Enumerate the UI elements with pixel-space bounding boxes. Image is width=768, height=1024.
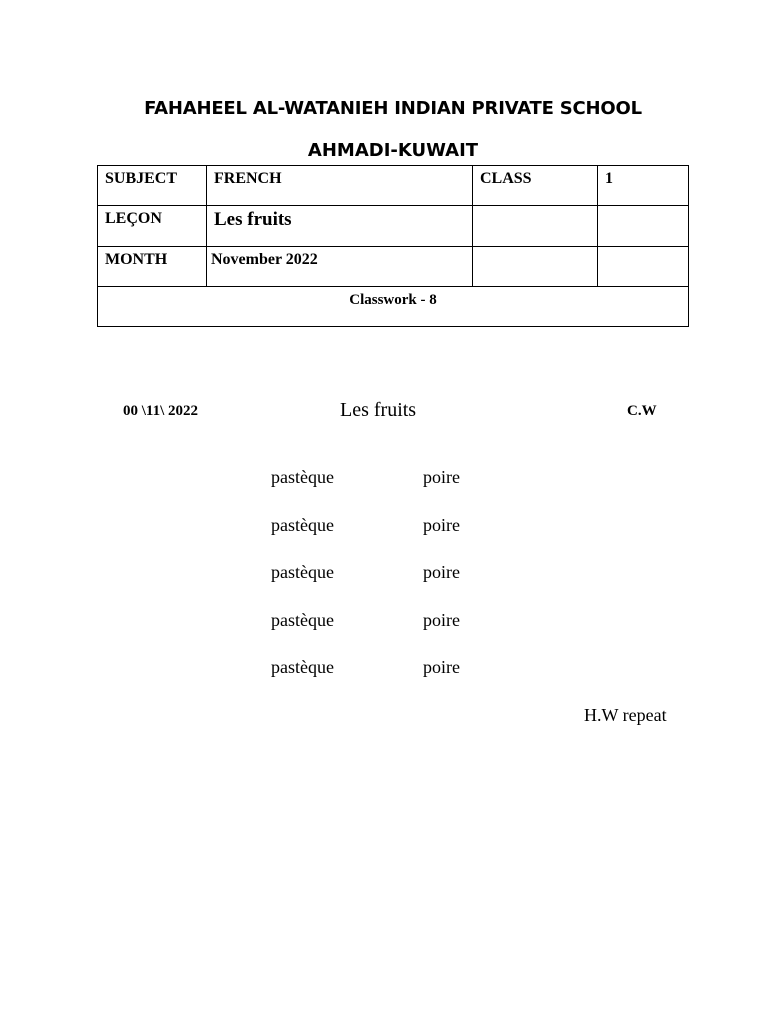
info-table [97, 165, 689, 327]
word-left: pastèque [271, 610, 334, 630]
word-left: pastèque [271, 562, 334, 582]
word-left: pastèque [271, 515, 334, 535]
lesson-value: Les fruits [207, 206, 473, 247]
word-right: poire [423, 562, 460, 582]
classwork-title: Classwork - 8 [98, 287, 689, 327]
lesson-heading: Les fruits [340, 399, 417, 421]
class-label: CLASS [473, 166, 598, 206]
date: 00 \11\ 2022 [123, 403, 199, 419]
word-right: poire [423, 515, 460, 535]
month-label: MONTH [98, 247, 207, 287]
word-left: pastèque [271, 657, 334, 677]
word-right: poire [423, 610, 460, 630]
school-location: AHMADI-KUWAIT [307, 140, 479, 161]
empty-cell [598, 247, 689, 287]
word-left: pastèque [271, 467, 334, 487]
empty-cell [598, 206, 689, 247]
school-name: FAHAHEEL AL-WATANIEH INDIAN PRIVATE SCHOOL [144, 98, 642, 119]
empty-cell [473, 247, 598, 287]
table-row [98, 206, 689, 247]
table-row [98, 287, 689, 327]
class-value: 1 [598, 166, 689, 206]
subject-label: SUBJECT [98, 166, 207, 206]
homework-note: H.W repeat [584, 705, 667, 725]
month-value: November 2022 [207, 247, 473, 287]
subject-value: FRENCH [207, 166, 473, 206]
word-right: poire [423, 657, 460, 677]
classwork-label: C.W [627, 403, 657, 419]
lesson-label: LEÇON [98, 206, 207, 247]
table-row [98, 166, 689, 206]
empty-cell [473, 206, 598, 247]
word-right: poire [423, 467, 460, 487]
table-row [98, 247, 689, 287]
